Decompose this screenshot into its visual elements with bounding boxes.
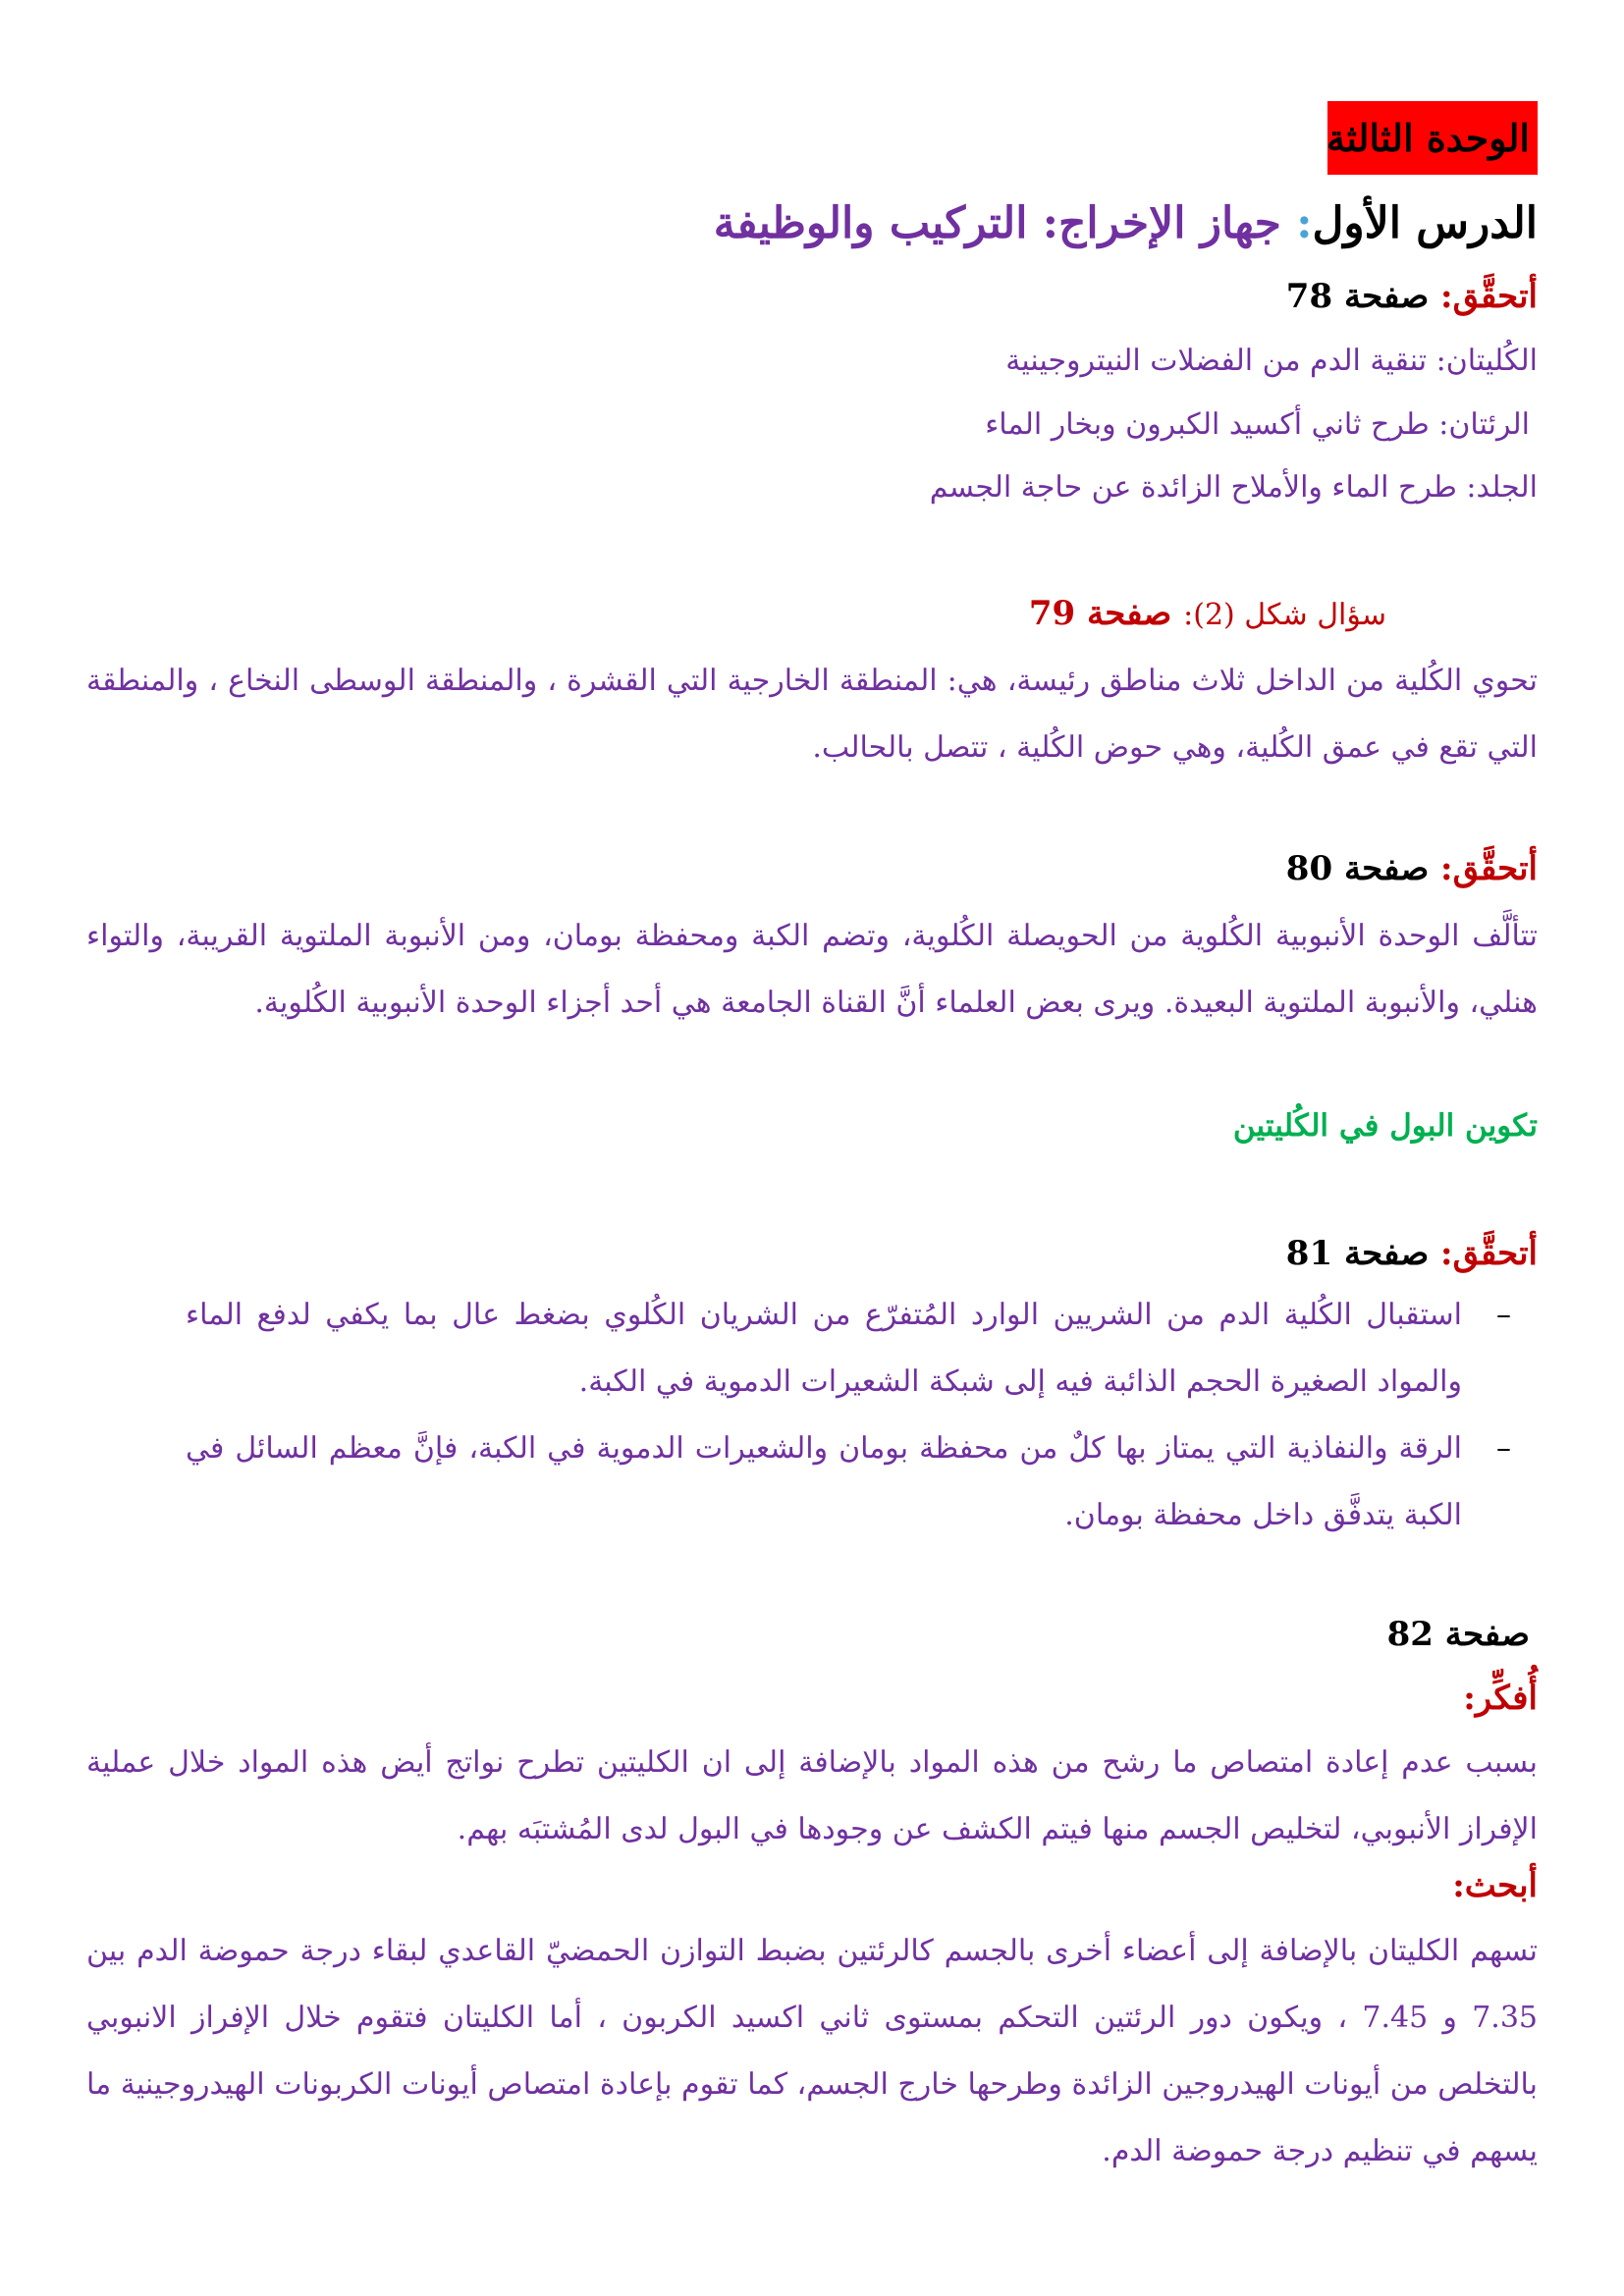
check-78-label: أتحقَّق:	[1440, 277, 1538, 316]
check-81-page: صفحة 81	[1285, 1234, 1441, 1273]
check-78-line-lungs: الرئتان: طرح ثاني أكسيد الكبرون وبخار الماء	[985, 407, 1530, 442]
check-78-page: صفحة 78	[1285, 277, 1441, 316]
lesson-name: جهاز الإخراج: التركيب والوظيفة	[713, 198, 1297, 248]
lesson-label: الدرس الأول	[1312, 198, 1538, 248]
check-78-line-skin: الجلد: طرح الماء والأملاح الزائدة عن حاجة الجسم	[929, 470, 1538, 505]
check-81-heading	[1286, 1229, 1538, 1278]
page-82-heading: صفحة 82	[1386, 1615, 1530, 1654]
check-80-page: صفحة 80	[1285, 849, 1441, 888]
research-text: تسهم الكليتان بالإضافة إلى أعضاء أخرى بالجسم كالرئتين بضبط التوازن الحمضيّ القاعدي لبقاء درجة حموضة الدم بين 7.35 و 7.45 ، ويكون دور الرئتين التحكم بمستوى ثاني اكسيد الكربون ، أما الكليتان فتقوم خلال الإفراز الانبوبي بالتخلص من أيونات الهيدروجين الزائدة وطرحها خارج الجسم، كما تقوم بإعادة امتصاص أيونات الكربونات الهيدروجينية ما يسهم في تنظيم درجة حموضة الدم.	[86, 1934, 1538, 2168]
list-item	[186, 1282, 1511, 1415]
figure-question-heading	[1029, 589, 1386, 640]
check-78-heading	[1286, 272, 1538, 321]
lesson-title	[714, 194, 1538, 253]
research-label: أبحث:	[1452, 1866, 1538, 1905]
think-label: أُفكِّر:	[1463, 1679, 1538, 1718]
urine-formation-heading: تكوين البول في الكُليتين	[1232, 1108, 1538, 1144]
bullet-dash: –	[1496, 1431, 1511, 1466]
check-80-text: تتألَّف الوحدة الأنبوبية الكُلوية من الحويصلة الكُلوية، وتضم الكبة ومحفظة بومان، ومن الأنبوبة الملتوية القريبة، والتواء هنلي، والأنبوبة الملتوية البعيدة. ويرى بعض العلماء أنَّ القناة الجامعة هي أحد أجزاء الوحدة الأنبوبية الكُلوية.	[86, 919, 1538, 1020]
check-81-bullets	[186, 1282, 1511, 1549]
check-81-label: أتحقَّق:	[1440, 1234, 1538, 1273]
bullet-text: استقبال الكُلية الدم من الشريين الوارد المُتفرّع من الشريان الكُلوي بضغط عال بما يكفي لدفع الماء والمواد الصغيرة الحجم الذائبة فيه إلى شبكة الشعيرات الدموية في الكبة.	[186, 1298, 1462, 1399]
check-78-line-kidneys: الكُليتان: تنقية الدم من الفضلات النيتروجينية	[1005, 344, 1538, 378]
lesson-colon: :	[1296, 198, 1313, 248]
check-80-heading	[1286, 844, 1538, 893]
unit-title: الوحدة الثالثة	[1327, 101, 1538, 175]
think-text: بسبب عدم إعادة امتصاص ما رشح من هذه المواد بالإضافة إلى ان الكليتين تطرح نواتج أيض هذه المواد خلال عملية الإفراز الأنبوبي، لتخليص الجسم منها فيتم الكشف عن وجودها في البول لدى المُشتبَه بهم.	[86, 1745, 1538, 1846]
figure-question-text: تحوي الكُلية من الداخل ثلاث مناطق رئيسة، هي: المنطقة الخارجية التي القشرة ، والمنطقة الوسطى النخاع ، والمنطقة التي تقع في عمق الكُلية، وهي حوض الكُلية ، تتصل بالحالب.	[86, 664, 1538, 765]
bullet-dash: –	[1496, 1298, 1511, 1332]
figure-question-page: صفحة 79	[1028, 594, 1184, 633]
bullet-text: الرقة والنفاذية التي يمتاز بها كلٌ من محفظة بومان والشعيرات الدموية في الكبة، فإنَّ معظم السائل في الكبة يتدفَّق داخل محفظة بومان.	[186, 1431, 1462, 1532]
list-item	[186, 1415, 1511, 1549]
figure-question-label: سؤال شكل (2):	[1183, 598, 1386, 632]
check-80-label: أتحقَّق:	[1440, 849, 1538, 888]
